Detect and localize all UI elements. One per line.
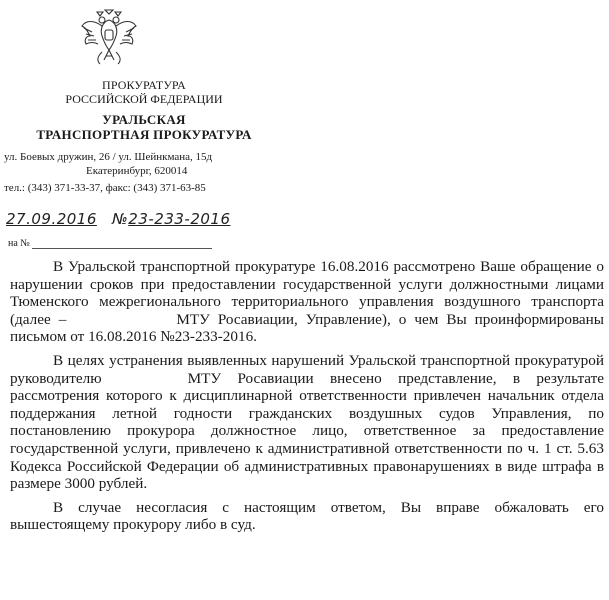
address-phone-fax: тел.: (343) 371-33-37, факс: (343) 371-63-85 xyxy=(4,182,206,194)
paragraph-3: В случае несогласия с настоящим ответом, Вы вправе обжаловать его вышестоящему прокурору либо в суд. xyxy=(10,498,604,534)
number-sign: № xyxy=(112,210,129,228)
coat-of-arms-emblem xyxy=(78,6,140,68)
org-name-line4: ТРАНСПОРТНАЯ ПРОКУРАТУРА xyxy=(36,127,252,142)
reply-to-label: на № xyxy=(8,238,30,249)
paragraph-2-part-b: МТУ Росавиации внесено представление, в результате рассмотрения которого к дисциплинарной ответственности привлечен начальник отдела поддержания летной годности гражданских воздушных судов Управления, по постановлению прокурора должностное лицо, ответственное за предоставление государственной услуги, привлечено к административной ответственности по ч. 1 ст. 5.63 Кодекса Российской Федерации об административных правонарушениях в виде штрафа в размере 3000 рублей. xyxy=(10,369,604,493)
address-city: Екатеринбург, 620014 xyxy=(86,165,188,177)
org-name-line3: УРАЛЬСКАЯ xyxy=(102,112,186,127)
org-name-line2: РОССИЙСКОЙ ФЕДЕРАЦИИ xyxy=(65,92,223,106)
letter-date: 27.09.2016 xyxy=(6,210,97,228)
reply-to-field xyxy=(8,238,212,249)
paragraph-2-part-a: В целях устранения выявленных нарушений Уральской транспортной прокуратурой руководителю xyxy=(10,351,604,387)
paragraph-1-part-b: МТУ Росавиации, Управление), о чем Вы проинформированы письмом от 16.08.2016 №23-233-2016. xyxy=(10,310,604,346)
letter-body xyxy=(10,258,604,540)
reply-to-line xyxy=(32,247,212,249)
letter-number: 23-233-2016 xyxy=(128,210,231,228)
paragraph-2 xyxy=(10,352,604,493)
address-street: ул. Боевых дружин, 26 / ул. Шейнкмана, 15д xyxy=(4,151,213,163)
paragraph-1-part-a: В Уральской транспортной прокуратуре 16.08.2016 рассмотрено Ваше обращение о нарушении сроков при предоставлении государственной услуги должностными лицами Тюменского межрегионального территориального управления воздушного транспорта (далее – xyxy=(10,258,604,328)
handwritten-reference xyxy=(6,210,231,228)
org-name-line1: ПРОКУРАТУРА xyxy=(102,78,186,92)
paragraph-1 xyxy=(10,258,604,346)
